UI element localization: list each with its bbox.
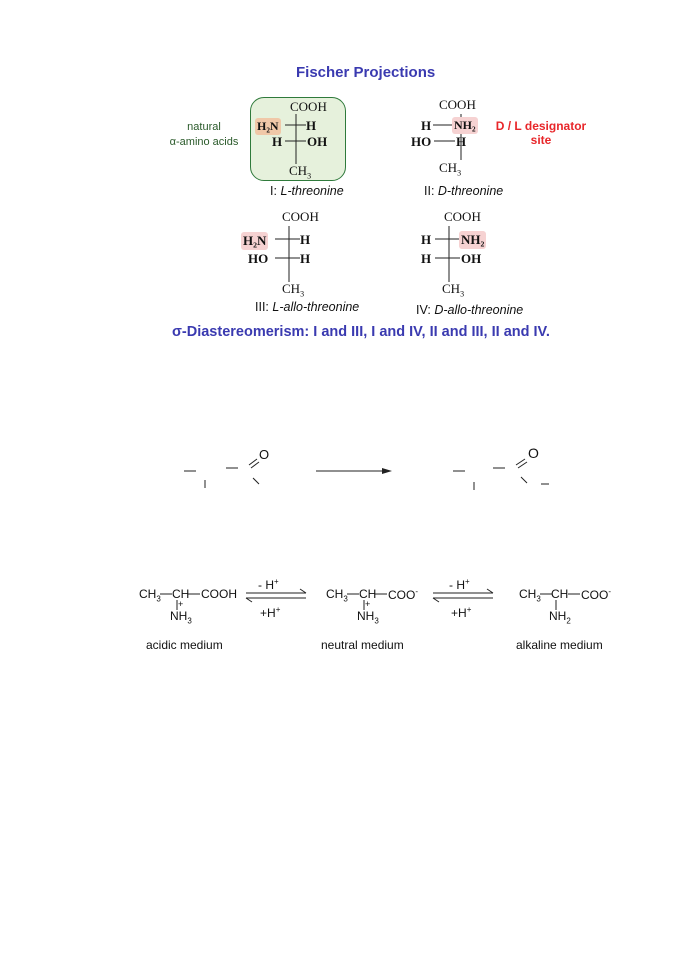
s4-ch: CH bbox=[442, 281, 461, 296]
acid-ch3 bbox=[139, 587, 161, 603]
s3-ho: HO bbox=[248, 251, 269, 266]
neutral-amine-text: NH bbox=[357, 609, 375, 623]
s4-oh: OH bbox=[461, 251, 482, 266]
caption-II-num: II: bbox=[424, 184, 435, 198]
page-title: Fischer Projections bbox=[296, 64, 436, 81]
fragment-o-left: O bbox=[259, 447, 270, 462]
arrow2-forward-label bbox=[449, 577, 470, 592]
caption-I bbox=[270, 184, 344, 198]
arrow1-forward-label bbox=[258, 577, 279, 592]
s4-amine: NH₂ bbox=[461, 232, 485, 247]
s2-ch: CH bbox=[439, 160, 458, 175]
natural-label-line2: α-amino acids bbox=[169, 136, 239, 148]
s1-top: COOH bbox=[290, 99, 327, 114]
s2-top: COOH bbox=[439, 97, 476, 112]
alkaline-ch3-text: CH bbox=[519, 587, 537, 601]
caption-IV-num: IV: bbox=[416, 303, 431, 317]
diastereomerism-statement: σ-Diastereomerism: I and III, I and IV, II and III, II and IV. bbox=[172, 324, 550, 340]
s4-h-left: H bbox=[421, 232, 432, 247]
neutral-coo bbox=[388, 587, 418, 602]
alkaline-amine-text: NH bbox=[549, 609, 567, 623]
neutral-amine bbox=[357, 609, 379, 625]
caption-II-name: D-threonine bbox=[437, 184, 504, 198]
arrow1-forward-text: - H bbox=[258, 578, 274, 592]
arrow1-reverse-text: +H bbox=[260, 606, 276, 620]
s3-bottom bbox=[282, 281, 304, 299]
s3-ch-sub: 3 bbox=[300, 289, 305, 299]
acid-cooh: COOH bbox=[201, 587, 237, 601]
alkaline-coo bbox=[581, 587, 611, 602]
neutral-plus: + bbox=[365, 599, 371, 609]
s2-h-left: H bbox=[421, 118, 432, 133]
neutral-ch3-sub: 3 bbox=[343, 594, 348, 604]
natural-label-line1: natural bbox=[187, 121, 221, 133]
s3-amine: H₂N bbox=[243, 233, 267, 248]
arrow2-reverse-label bbox=[451, 605, 471, 620]
alkaline-ch3 bbox=[519, 587, 541, 603]
dl-designator-line1: D / L designator bbox=[495, 119, 587, 133]
neutral-coo-minus: - bbox=[415, 587, 419, 596]
caption-III bbox=[255, 300, 359, 314]
s2-h-right: H bbox=[456, 134, 467, 149]
s1-ch: CH bbox=[289, 163, 308, 178]
s4-ch-sub: 3 bbox=[460, 289, 465, 299]
arrow1-reverse-sup: + bbox=[275, 605, 281, 614]
arrow2-forward-sup: + bbox=[465, 577, 470, 586]
arrow2-reverse-sup: + bbox=[466, 605, 472, 614]
medium-alkaline: alkaline medium bbox=[516, 638, 603, 652]
s2-bottom bbox=[439, 160, 461, 178]
s4-h-left-2: H bbox=[421, 251, 432, 266]
acid-amine bbox=[170, 609, 192, 625]
s1-ch-sub: 3 bbox=[307, 171, 312, 181]
neutral-amine-sub: 3 bbox=[374, 616, 379, 626]
arrow2-forward-text: - H bbox=[449, 578, 465, 592]
s4-top: COOH bbox=[444, 209, 481, 224]
caption-IV-name: D-allo-threonine bbox=[434, 303, 524, 317]
s1-oh: OH bbox=[307, 134, 328, 149]
s4-bottom bbox=[442, 281, 464, 299]
acid-ch3-text: CH bbox=[139, 587, 157, 601]
dl-designator-label bbox=[486, 119, 596, 147]
acid-amine-sub: 3 bbox=[187, 616, 192, 626]
acid-ch: CH bbox=[172, 587, 190, 601]
neutral-ch: CH bbox=[359, 587, 377, 601]
arrow1-forward-sup: + bbox=[274, 577, 279, 586]
neutral-coo-text: COO bbox=[388, 588, 416, 602]
alkaline-amine bbox=[549, 609, 571, 625]
alkaline-ch3-sub: 3 bbox=[536, 594, 541, 604]
caption-I-num: I: bbox=[270, 184, 277, 198]
s2-ch-sub: 3 bbox=[457, 168, 462, 178]
s1-amine: H₂N bbox=[257, 119, 279, 133]
caption-III-num: III: bbox=[255, 300, 269, 314]
s2-amine: NH₂ bbox=[454, 118, 476, 132]
alkaline-ch: CH bbox=[551, 587, 569, 601]
caption-II bbox=[424, 184, 503, 198]
s1-h-right: H bbox=[306, 118, 317, 133]
caption-I-name: L-threonine bbox=[280, 184, 344, 198]
alkaline-coo-minus: - bbox=[608, 587, 612, 596]
acid-plus: + bbox=[178, 599, 184, 609]
arrow1-reverse-label bbox=[260, 605, 280, 620]
s3-h-right: H bbox=[300, 232, 311, 247]
alkaline-coo-text: COO bbox=[581, 588, 609, 602]
medium-acidic: acidic medium bbox=[146, 638, 223, 652]
acid-ch3-sub: 3 bbox=[156, 594, 161, 604]
s1-bottom bbox=[289, 163, 311, 181]
arrow2-reverse-text: +H bbox=[451, 606, 467, 620]
alkaline-amine-sub: 2 bbox=[566, 616, 571, 626]
s3-top: COOH bbox=[282, 209, 319, 224]
neutral-ch3 bbox=[326, 587, 348, 603]
medium-neutral: neutral medium bbox=[321, 638, 404, 652]
reaction-fragment bbox=[0, 430, 678, 500]
fragment-o-right: O bbox=[528, 445, 539, 461]
neutral-ch3-text: CH bbox=[326, 587, 344, 601]
s3-ch: CH bbox=[282, 281, 301, 296]
acid-amine-text: NH bbox=[170, 609, 188, 623]
s2-ho: HO bbox=[411, 134, 432, 149]
s3-h-right-2: H bbox=[300, 251, 311, 266]
s1-h-left: H bbox=[272, 134, 283, 149]
dl-designator-line2: site bbox=[530, 133, 552, 147]
fischer-bonds bbox=[0, 0, 678, 330]
caption-III-name: L-allo-threonine bbox=[272, 300, 360, 314]
caption-IV bbox=[416, 303, 523, 317]
